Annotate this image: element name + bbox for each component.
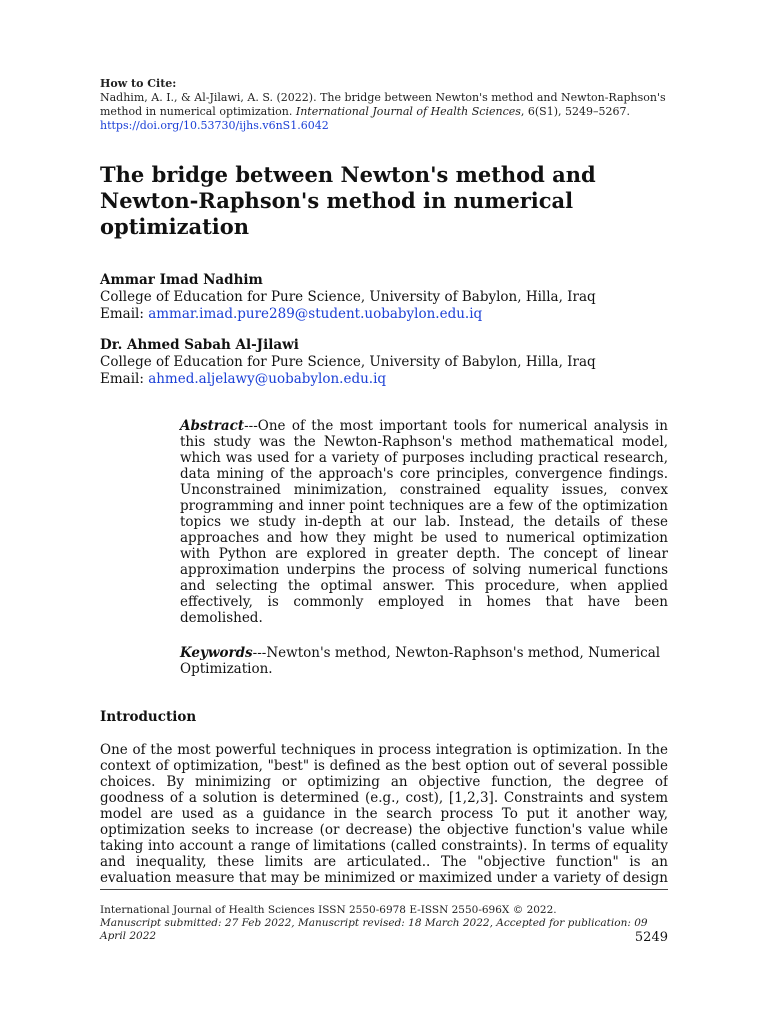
- citation-reference: [100, 91, 668, 119]
- citation-label: How to Cite:: [100, 77, 177, 90]
- author-email-line: [100, 306, 668, 323]
- author-name: Dr. Ahmed Sabah Al-Jilawi: [100, 337, 299, 353]
- author-block-2: [100, 337, 668, 388]
- footer-divider: [100, 889, 668, 890]
- citation-doi-link[interactable]: https://doi.org/10.53730/ijhs.v6nS1.6042: [100, 119, 329, 132]
- email-label: Email:: [100, 306, 149, 322]
- email-label: Email:: [100, 371, 149, 387]
- introduction-heading: Introduction: [100, 709, 197, 725]
- author-email-link[interactable]: ahmed.aljelawy@uobabylon.edu.iq: [148, 371, 387, 387]
- footer-block: [100, 904, 668, 943]
- footer-journal-line: International Journal of Health Sciences ISSN 2550-6978 E-ISSN 2550-696X © 2022.: [100, 904, 557, 916]
- paper-title: The bridge between Newton's method and Newton-Raphson's method in numerical optimization: [100, 162, 596, 239]
- author-email-link[interactable]: ammar.imad.pure289@student.uobabylon.edu.iq: [148, 306, 483, 322]
- page-number: 5249: [634, 930, 668, 945]
- citation-block: [100, 77, 668, 133]
- citation-authors: Nadhim, A. I., & Al-Jilawi, A. S. (2022). The bridge between Newton's method and Newton-Raphson's method in numerical optimization.: [100, 91, 666, 118]
- introduction-paragraph: One of the most powerful techniques in process integration is optimization. In the context of optimization, "best" is defined as the best option out of several possible choices. By minimizing or optimizing an objective function, the degree of goodness of a solution is determined (e.g., cost), [1,2,3]. Constraints and system model are used as a guidance in the search process To put it another way, optimization seeks to increase (or decrease) the objective function's value while taking into account a range of limitations (called constraints). In terms of equality and inequality, these limits are articulated.. The "objective function" is an evaluation measure that may be minimized or maximized under a variety of design: [100, 742, 668, 886]
- citation-journal: International Journal of Health Sciences: [295, 105, 521, 118]
- abstract-label: Abstract: [180, 418, 245, 434]
- keywords-text: ---Newton's method, Newton-Raphson's method, Numerical Optimization.: [180, 645, 661, 677]
- author-block-1: [100, 272, 668, 323]
- citation-volume: , 6(S1), 5249–5267.: [520, 105, 630, 118]
- keywords-block: [180, 645, 668, 677]
- author-affiliation: College of Education for Pure Science, University of Babylon, Hilla, Iraq: [100, 289, 596, 305]
- keywords-label: Keywords: [180, 645, 253, 661]
- author-email-line: [100, 371, 668, 388]
- author-name: Ammar Imad Nadhim: [100, 272, 263, 288]
- footer-submission-line: Manuscript submitted: 27 Feb 2022, Manuscript revised: 18 March 2022, Accepted for publication: 09 April 2022: [100, 917, 648, 942]
- abstract-block: [180, 418, 668, 626]
- author-affiliation: College of Education for Pure Science, University of Babylon, Hilla, Iraq: [100, 354, 596, 370]
- abstract-text: ---One of the most important tools for numerical analysis in this study was the Newton-Raphson's method mathematical model, which was used for a variety of purposes including practical research, data mining of the approach's core principles, convergence findings. Unconstrained minimization, constrained equality issues, convex programming and inner point techniques are a few of the optimization topics we study in-depth at our lab. Instead, the details of these approaches and how they might be used to numerical optimization with Python are explored in greater depth. The concept of linear approximation underpins the process of solving numerical functions and selecting the optimal answer. This procedure, when applied effectively, is commonly employed in homes that have been demolished.: [180, 418, 668, 626]
